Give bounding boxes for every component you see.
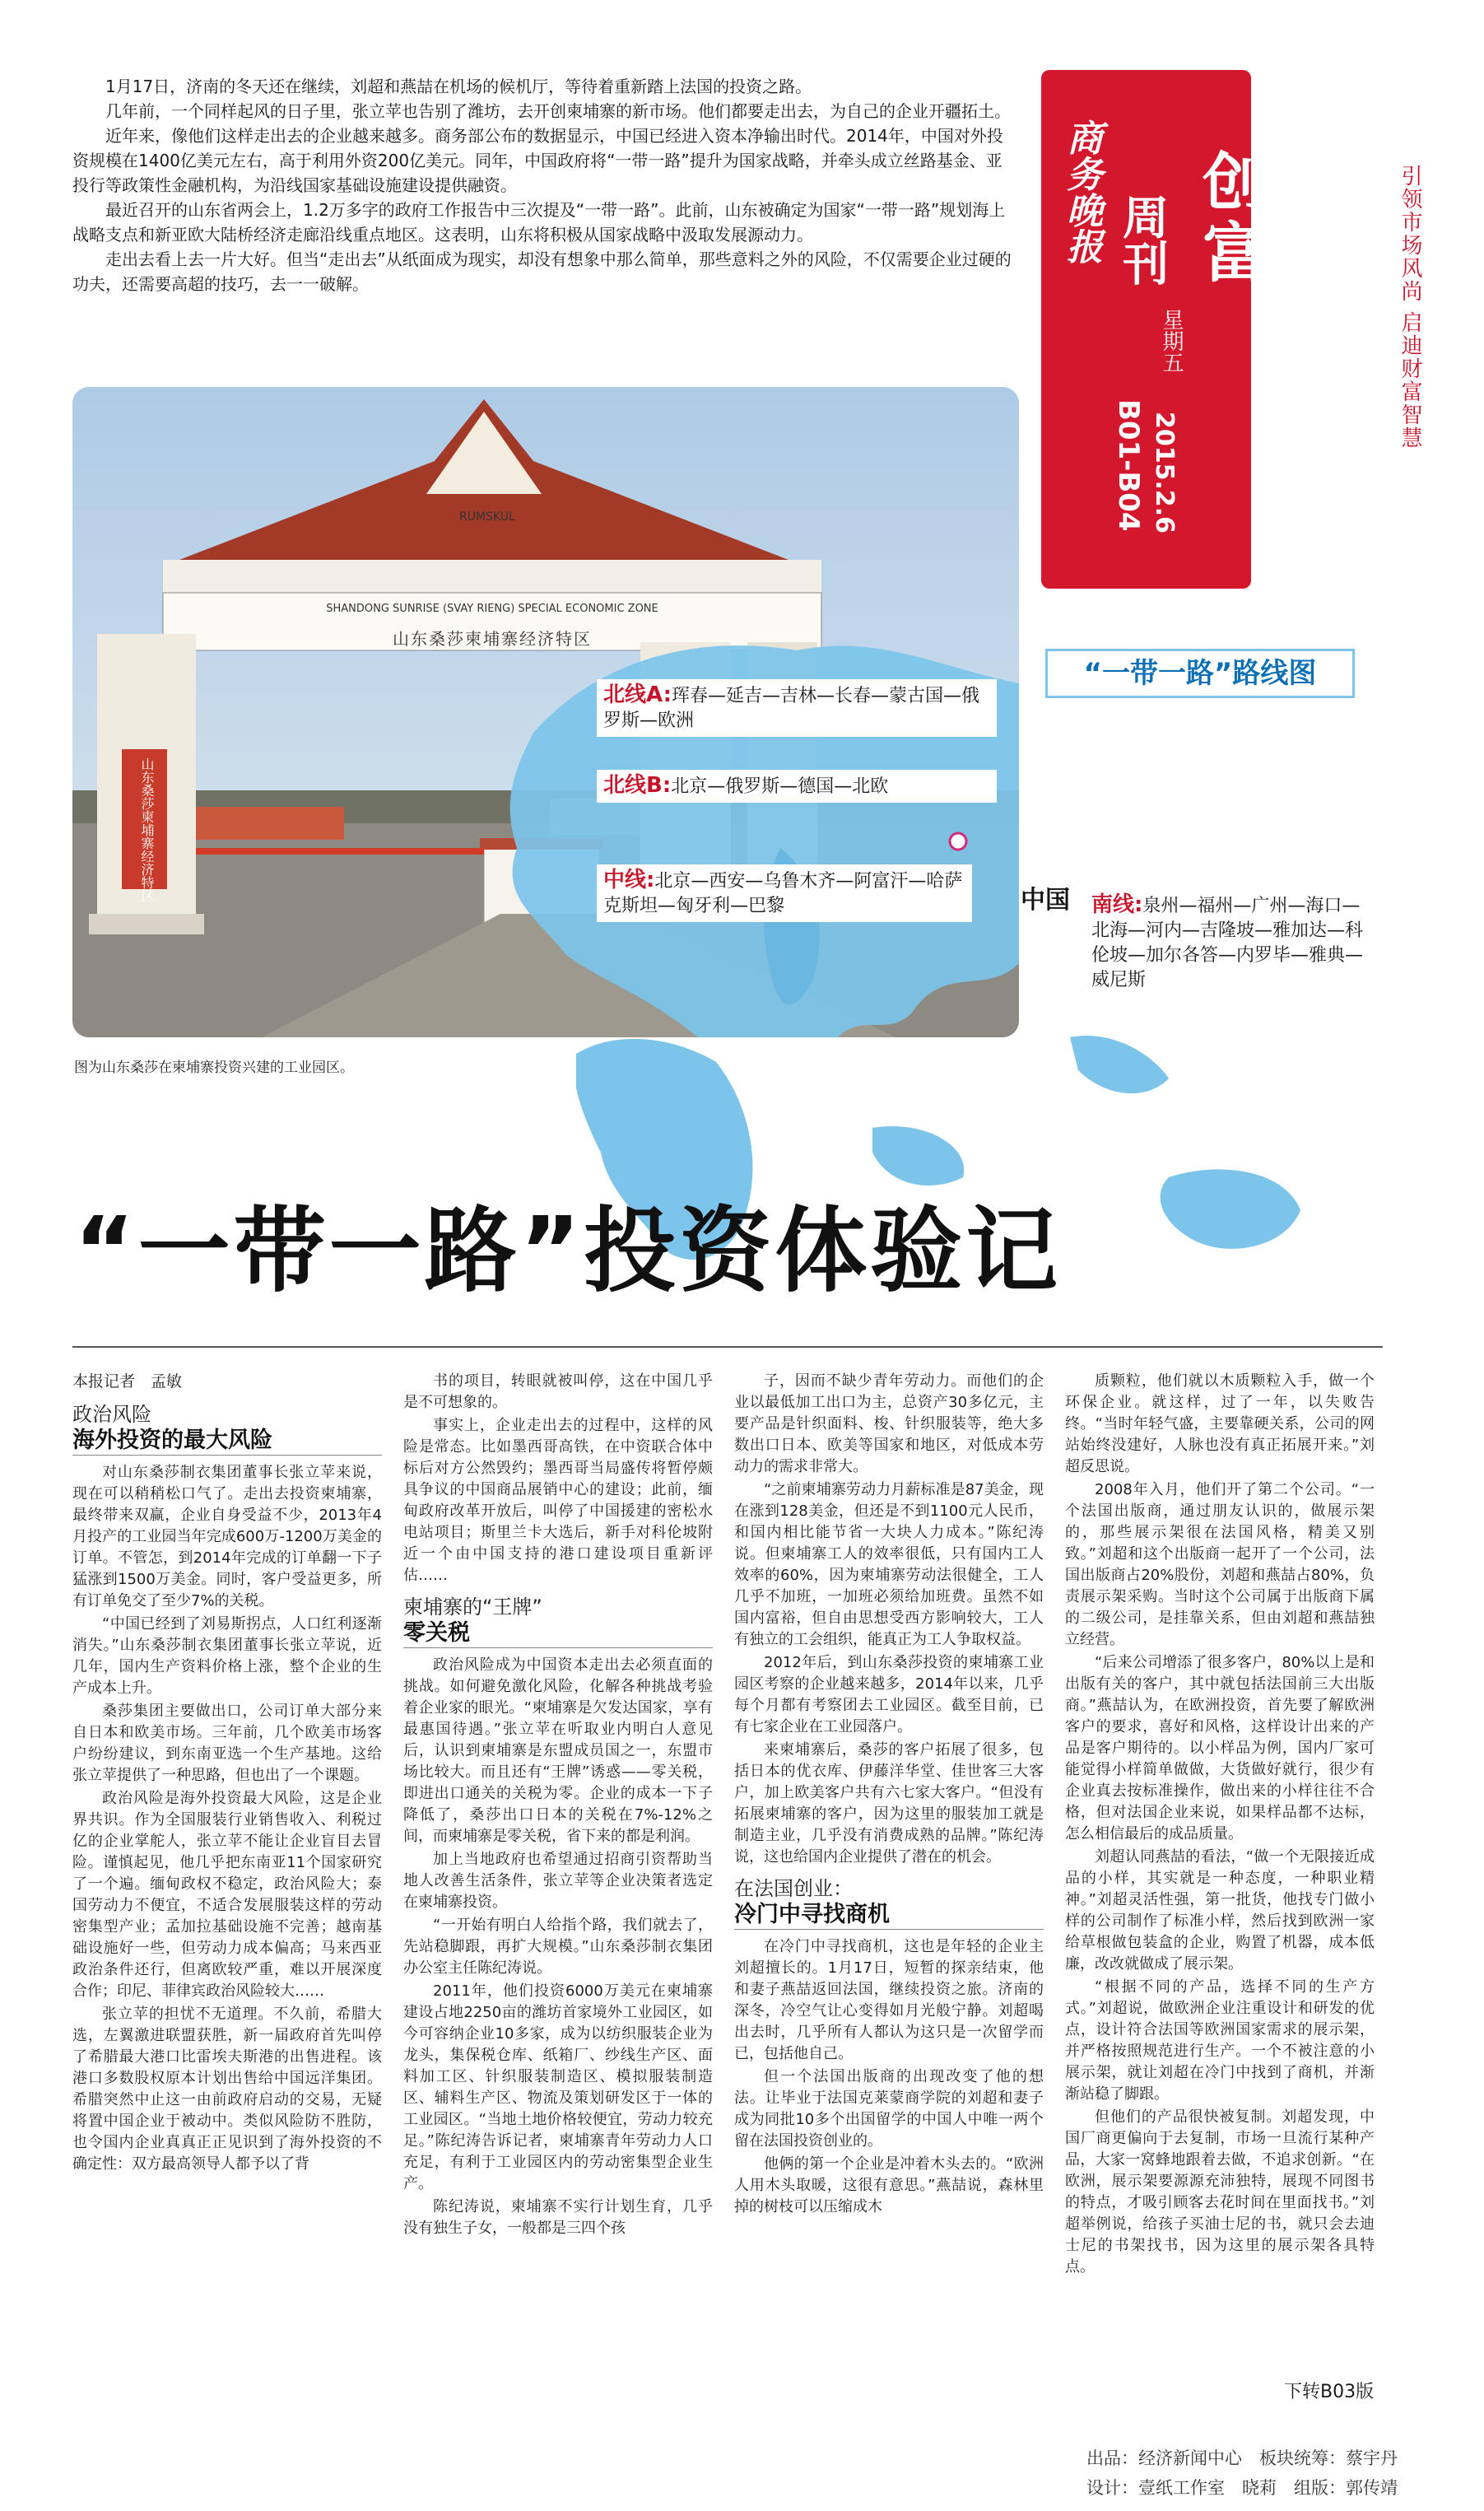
newspaper-logo: 商务晚报 (1060, 119, 1102, 264)
article-paragraph: 政治风险是海外投资最大风险，这是企业界共识。作为全国服装行业销售收入、利税过亿的企业掌舵人，张立苹不能让企业盲目去冒险。谨慎起见，他几乎把东南亚11个国家研究了一个遍。缅甸政权不稳定，政治风险大；泰国劳动力不便宜，不适合发展服装这样的劳动密集型产业；孟加拉基础设施不完善；越南基础设施好一些，但劳动力成本偏高；马来西亚政治条件还行，但离欧较严重，难以开展深度合作；印尼、菲律宾政治风险较大…… (72, 1790, 382, 2000)
intro-paragraph: 近年来，像他们这样走出去的企业越来越多。商务部公布的数据显示，中国已经进入资本净输出时代。2014年，中国对外投资规模在1400亿美元左右，高于利用外资200亿美元。同年，中国政府将“一带一路”提升为国家战略，并牵头成立丝路基金、亚投行等政策性金融机构，为沿线国家基础设施建设提供融资。 (72, 126, 1003, 195)
article-paragraph: 加上当地政府也希望通过招商引资帮助当地人改善生活条件，张立苹等企业决策者选定在柬埔寨投资。 (403, 1851, 713, 1911)
article-paragraph: 质颗粒，他们就以木质颗粒入手，做一个环保企业。就这样，过了一年，以失败告终。“当时年轻气盛，主要靠硬关系，公司的网站始终没建好，人脉也没有真正拓展开来。”刘超反思说。 (1065, 1372, 1375, 1475)
article-paragraph: 陈纪涛说，柬埔寨不实行计划生育，几乎没有独生子女，一般都是三四个孩 (403, 2198, 713, 2237)
article-paragraph: 来柬埔寨后，桑莎的客户拓展了很多，包括日本的优衣库、伊藤洋华堂、佳世客三大客户，加上欧美客户共有六七家大客户。“但没有拓展柬埔寨的客户，因为这里的服装加工就是制造主业，几乎没有消费成熟的品牌。”陈纪涛说，这也给国内企业提供了潜在的机会。 (734, 1741, 1044, 1866)
route-south (1085, 889, 1374, 996)
article-column-2 (403, 1371, 713, 2241)
route-stops: 北京—西安—乌鲁木齐—阿富汗—哈萨克斯坦—匈牙利—巴黎 (603, 871, 963, 916)
article-column-1 (72, 1371, 382, 2177)
article-paragraph: 2011年，他们投资6000万美元在柬埔寨建设占地2250亩的潍坊首家境外工业园区，如今可容纳企业10多家，成为以纺织服装企业为龙头，集保税仓库、纸箱厂、纱线生产区、面料加工区、针织服装制造区、模拟服装制造区、辅料生产区、物流及策划研发区于一体的工业园区。“当地土地价格较便宜，劳动力较充足。”陈纪涛告诉记者，柬埔寨青年劳动力人口充足，有利于工业园区内的劳动密集型企业生产。 (403, 1982, 713, 2192)
route-label: 南线: (1091, 892, 1143, 917)
article-paragraph: 在冷门中寻找商机，这也是年轻的企业主刘超擅长的。1月17日，短暂的探亲结束，他和妻子燕喆返回法国，继续投资之旅。济南的深冬，冷空气让心变得如月光般宁静。刘超喝出去时，几乎所有人都认为这只是一次留学而已，包括他自己。 (734, 1938, 1044, 2062)
credits-line: 出品：经济新闻中心 板块统筹：蔡宇丹 (1086, 2448, 1398, 2468)
page-range: B01-B04 (1112, 399, 1145, 532)
intro-paragraph: 最近召开的山东省两会上，1.2万多字的政府工作报告中三次提及“一带一路”。此前，山东被确定为国家“一带一路”规划海上战略支点和新亚欧大陆桥经济走廊沿线重点地区。这表明，山东将积极从国家战略中汲取发展源动力。 (72, 200, 1006, 245)
section-kicker: 柬埔寨的“王牌” (403, 1596, 542, 1619)
section-heading: 冷门中寻找商机 (734, 1904, 1044, 1930)
article-paragraph: 张立苹的担忧不无道理。不久前，希腊大选，左翼激进联盟获胜，新一届政府首先叫停了希腊最大港口比雷埃夫斯港的出售进程。该港口多数股权原本计划出售给中国远洋集团。希腊突然中止这一由前政府启动的交易，无疑将置中国企业于被动中。类似风险防不胜防，也令国内企业真真正正见识到了海外投资的不确定性：双方最高领导人都予以了背 (72, 2006, 382, 2173)
gate-name: RUMSKUL (459, 510, 515, 524)
article-paragraph: 桑莎集团主要做出口，公司订单大部分来自日本和欧美市场。三年前，几个欧美市场客户纷纷建议，到东南亚选一个生产基地。这给张立苹提供了一种思路，但也出了一个课题。 (72, 1703, 382, 1784)
weekly-label: 周刊 (1115, 193, 1169, 286)
article-paragraph: “之前柬埔寨劳动力月薪标准是87美金，现在涨到128美金，但还是不到1100元人民币，和国内相比能节省一大块人力成本。”陈纪涛说。但柬埔寨工人的效率很低，只有国内工人效率的60%，因为柬埔寨劳动法很健全，工人几乎不加班，一加班必须给加班费。虽然不如国内富裕，但自由思想受西方影响较大，工人有独立的工会组织，能真正为工人争取权益。 (734, 1481, 1044, 1648)
intro-paragraph: 几年前，一个同样起风的日子里，张立苹也告别了潍坊，去开创柬埔寨的新市场。他们都要走出去，为自己的企业开疆拓土。 (105, 101, 1011, 121)
section-title: 创富 (1192, 148, 1266, 290)
article-column-3 (734, 1371, 1044, 2220)
section-kicker: 在法国创业： (734, 1877, 853, 1900)
article-paragraph: 但他们的产品很快被复制。刘超发现，中国厂商更偏向于去复制，市场一旦流行某种产品，大家一窝蜂地跟着去做，不追求创新。“在欧洲，展示架要源源充沛独特，展现不同图书的特点，才吸引顾客去花时间在里面找书。”刘超举例说，给孩子买油士尼的书，就只会去迪士尼的书架找书，因为这里的展示架各具特点。 (1065, 2108, 1375, 2276)
gate-subtitle: SHANDONG SUNRISE (SVAY RIENG) SPECIAL ECONOMIC ZONE (326, 603, 658, 615)
section-heading: 海外投资的最大风险 (72, 1430, 382, 1456)
route-label: 中线: (603, 868, 655, 892)
article-paragraph: 事实上，企业走出去的过程中，这样的风险是常态。比如墨西哥高铁，在中资联合体中标后对方公然毁约；墨西哥当局盛传将暂停颇具争议的中国商品展销中心的建设；此前，缅甸政府改革开放后，叫停了中国援建的密松水电站项目；斯里兰卡大选后，新手对科伦坡附近一个由中国支持的港口建设项目重新评估…… (403, 1417, 713, 1584)
map-title: “一带一路”路线图 (1045, 649, 1355, 698)
article-paragraph: 他俩的第一个企业是冲着木头去的。“欧洲人用木头取暖，这很有意思。”燕喆说，森林里掉的树枝可以压缩成木 (734, 2155, 1044, 2215)
pillar-sign: 山东桑莎柬埔寨经济特区 (139, 757, 155, 902)
article-column-4 (1065, 1371, 1375, 2280)
route-stops: 泉州—福州—广州—海口—北海—河内—吉隆坡—雅加达—科伦坡—加尔各答—内罗毕—雅典—威尼斯 (1091, 896, 1364, 990)
route-north-b (597, 770, 997, 803)
issue-date: 2015.2.6 (1150, 412, 1179, 534)
section-slogan: 引领市场风尚 启迪财富智慧 (1398, 165, 1422, 450)
article-paragraph: 2008年入月，他们开了第二个公司。“一个法国出版商，通过朋友认识的，做展示架的，那些展示架很在法国风格，精美又别致。”刘超和这个出版商一起开了一个公司，法国出版商占20%股份，刘超和燕喆占80%，负责展示架采购。当时这个公司属于出版商下属的二级公司，是挂靠关系，但由刘超和燕喆独立经营。 (1065, 1481, 1375, 1648)
article-paragraph: 2012年后，到山东桑莎投资的柬埔寨工业园区考察的企业越来越多，2014年以来，几乎每个月都有考察团去工业园区。截至目前，已有七家企业在工业园落户。 (734, 1654, 1044, 1735)
section-kicker: 政治风险 (72, 1403, 151, 1426)
article-paragraph: 刘超认同燕喆的看法，“做一个无限接近成品的小样，其实就是一种态度，一种职业精神。”刘超灵活性强，第一批货，他找专门做小样的公司制作了标准小样，然后找到欧洲一家给草根做包装盒的企业，购置了机器，成本低廉，改改就做成了展示架。 (1065, 1848, 1375, 1973)
credits-footer (1086, 2443, 1399, 2503)
photo-caption: 图为山东桑莎在柬埔寨投资兴建的工业园区。 (74, 1060, 354, 1076)
china-label: 中国 (1021, 886, 1070, 915)
main-headline: “一带一路”投资体验记 (74, 1198, 1062, 1305)
article-paragraph: 子，因而不缺少青年劳动力。而他们的企业以最低加工出口为主，总资产30多亿元，主要产品是针织面料、梭、针织服装等，绝大多数出口日本、欧美等国家和地区，对低成本劳动力的需求非常大。 (734, 1372, 1044, 1475)
route-stops: 北京—俄罗斯—德国—北欧 (671, 776, 889, 797)
article-paragraph: “后来公司增添了很多客户，80%以上是和出版有关的客户，其中就包括法国前三大出版商。”燕喆认为，在欧洲投资，首先要了解欧洲客户的要求，喜好和风格，这样设计出来的产品是客户期待的。以小样品为例，国内厂家可能觉得小样简单做做，大货做好就行，很少有企业真去按标准操作，做出来的小样往往不合格，但对法国企业来说，如果样品都不达标，怎么相信最后的成品质量。 (1065, 1654, 1375, 1842)
route-stops: 珲春—延吉—吉林—长春—蒙古国—俄罗斯—欧洲 (603, 686, 980, 731)
article-paragraph: 政治风险成为中国资本走出去必须直面的挑战。如何避免激化风险，化解各种挑战考验着企业家的眼光。“柬埔寨是欠发达国家，享有最惠国待遇。”张立苹在听取业内明白人意见后，认识到柬埔寨是东盟成员国之一，东盟市场比较大。而且还有“王牌”诱惑——零关税，即进出口通关的关税为零。企业的成本一下子降低了，桑莎出口日本的关税在7%-12%之间，而柬埔寨是零关税，省下来的都是利润。 (403, 1656, 713, 1845)
divider (72, 1346, 1383, 1348)
credits-line: 设计：壹纸工作室 晓莉 组版：郭传靖 (1086, 2478, 1398, 2498)
intro-text (72, 74, 1012, 296)
gate-chinese-name: 山东桑莎柬埔寨经济特区 (393, 629, 592, 649)
masthead-block (1041, 70, 1266, 589)
section-heading: 零关税 (403, 1623, 713, 1648)
byline: 本报记者 孟敏 (72, 1372, 183, 1391)
route-label: 北线B: (603, 773, 672, 798)
article-paragraph: 书的项目，转眼就被叫停，这在中国几乎是不可想象的。 (403, 1372, 713, 1411)
continued-notice: 下转B03版 (1284, 2382, 1375, 2402)
article-paragraph: 对山东桑莎制衣集团董事长张立苹来说，现在可以稍稍松口气了。走出去投资柬埔寨，最终带来双赢，企业自身受益不少，2013年4月投产的工业园当年完成600万-1200万美金的订单。不管怎，到2014年完成的订单翻一下子猛涨到1500万美金。同时，客户受益更多，所有订单免交了至少7%的关税。 (72, 1464, 382, 1610)
article-paragraph: “一开始有明白人给指个路，我们就去了，先站稳脚跟，再扩大规模。”山东桑莎制衣集团办公室主任陈纪涛说。 (403, 1917, 713, 1977)
route-north-a (597, 679, 997, 737)
route-label: 北线A: (603, 682, 672, 707)
weekday-label: 星期五 (1159, 309, 1184, 373)
intro-paragraph: 1月17日，济南的冬天还在继续，刘超和燕喆在机场的候机厅，等待着重新踏上法国的投资之路。 (105, 77, 812, 96)
intro-paragraph: 走出去看上去一片大好。但当“走出去”从纸面成为现实，却没有想象中那么简单，那些意料之外的风险，不仅需要企业过硬的功夫，还需要高超的技巧，去一一破解。 (72, 249, 1012, 294)
article-paragraph: “中国已经到了刘易斯拐点，人口红利逐渐消失。”山东桑莎制衣集团董事长张立苹说，近几年，国内生产资料价格上涨，整个企业的生产成本上升。 (72, 1615, 382, 1697)
route-central (597, 864, 972, 922)
article-paragraph: 但一个法国出版商的出现改变了他的想法。让毕业于法国克莱蒙商学院的刘超和妻子成为同批10多个出国留学的中国人中唯一两个留在法国投资创业的。 (734, 2068, 1044, 2150)
article-paragraph: “根据不同的产品，选择不同的生产方式。”刘超说，做欧洲企业注重设计和研发的优点，设计符合法国等欧洲国家需求的展示架，并严格按照规范进行生产。一个不被注意的小展示架，就让刘超在冷门中找到了商机，并渐渐站稳了脚跟。 (1065, 1978, 1375, 2103)
